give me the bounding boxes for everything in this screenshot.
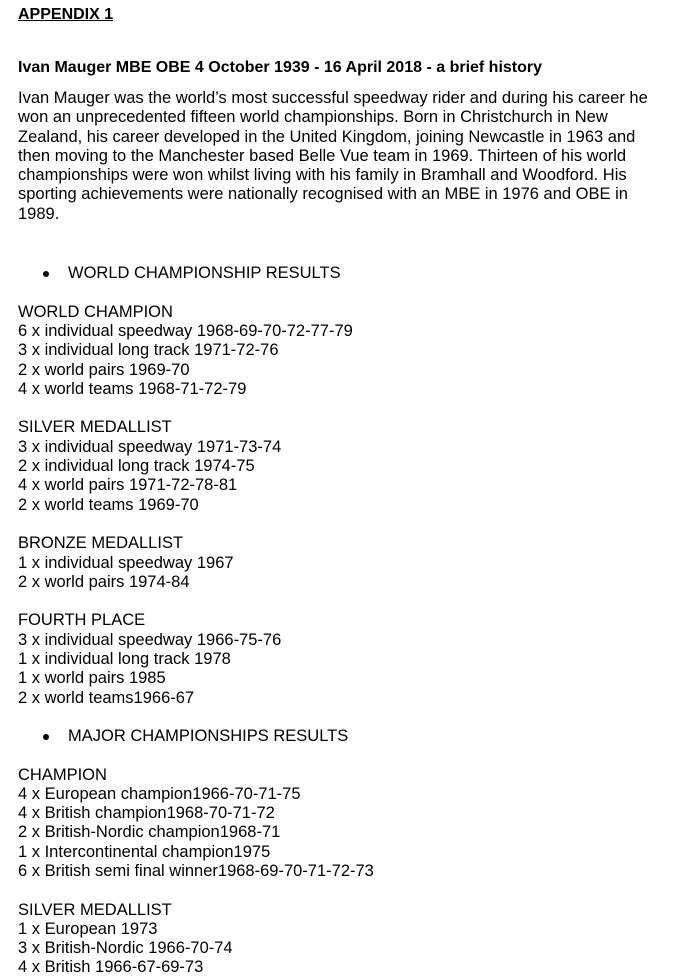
- document-title: Ivan Mauger MBE OBE 4 October 1939 - 16 April 2018 - a brief history: [18, 59, 543, 76]
- major-group-silver: [18, 901, 668, 978]
- result-line: 4 x British champion1968-70-71-72: [18, 804, 275, 823]
- result-line: 4 x world teams 1968-71-72-79: [18, 379, 247, 398]
- result-line: 3 x British-Nordic 1966-70-74: [18, 939, 233, 958]
- group-heading: BRONZE MEDALLIST: [18, 534, 184, 553]
- document-page: [18, 5, 668, 978]
- result-line: 2 x world pairs 1974-84: [18, 572, 190, 591]
- major-group-champion: [18, 766, 668, 882]
- world-results-heading: WORLD CHAMPIONSHIP RESULTS: [68, 264, 341, 283]
- bullet-icon: [43, 271, 49, 277]
- result-line: 2 x world teams 1969-70: [18, 495, 199, 514]
- bullet-icon: [43, 734, 49, 740]
- result-line: 1 x Intercontinental champion1975: [18, 842, 271, 861]
- intro-paragraph: Ivan Mauger was the world’s most successful speedway rider and during his career he won an unprecedented fifteen world championships. Born in Christchurch in New Zealand, his career developed in the United Kingdom, joining Newcastle in 1963 and then moving to the Manchester based Belle Vue team in 1969. Thirteen of his world championships were won whilst living with his family in Bramhall and Woodford. His sporting achievements were nationally recognised with an MBE in 1976 and OBE in 1989.: [18, 89, 648, 223]
- appendix-label: APPENDIX 1: [18, 6, 114, 23]
- result-line: 3 x individual speedway 1966-75-76: [18, 630, 282, 649]
- group-heading: SILVER MEDALLIST: [18, 900, 172, 919]
- world-group-bronze: [18, 534, 668, 592]
- group-heading: CHAMPION: [18, 765, 107, 784]
- world-group-fourth: [18, 611, 668, 707]
- result-line: 1 x European 1973: [18, 919, 158, 938]
- result-line: 2 x world pairs 1969-70: [18, 360, 190, 379]
- result-line: 6 x British semi final winner1968-69-70-71-72-73: [18, 861, 374, 880]
- result-line: 1 x individual speedway 1967: [18, 553, 234, 572]
- group-heading: FOURTH PLACE: [18, 611, 146, 630]
- result-line: 4 x European champion1966-70-71-75: [18, 784, 301, 803]
- result-line: 2 x individual long track 1974-75: [18, 457, 255, 476]
- result-line: 3 x individual long track 1971-72-76: [18, 341, 279, 360]
- result-line: 3 x individual speedway 1971-73-74: [18, 437, 282, 456]
- result-line: 2 x British-Nordic champion1968-71: [18, 823, 281, 842]
- result-line: 4 x world pairs 1971-72-78-81: [18, 476, 238, 495]
- world-group-silver: [18, 418, 668, 514]
- major-results-heading: MAJOR CHAMPIONSHIPS RESULTS: [68, 726, 349, 745]
- result-line: 4 x British 1966-67-69-73: [18, 958, 204, 977]
- result-line: 6 x individual speedway 1968-69-70-72-77-79: [18, 321, 353, 340]
- group-heading: WORLD CHAMPION: [18, 302, 173, 321]
- group-heading: SILVER MEDALLIST: [18, 418, 172, 437]
- world-group-champion: [18, 303, 668, 399]
- major-results-bullet: [18, 727, 668, 746]
- result-line: 1 x world pairs 1985: [18, 669, 166, 688]
- result-line: 1 x individual long track 1978: [18, 650, 231, 669]
- result-line: 2 x world teams1966-67: [18, 688, 195, 707]
- world-results-bullet: [18, 264, 668, 283]
